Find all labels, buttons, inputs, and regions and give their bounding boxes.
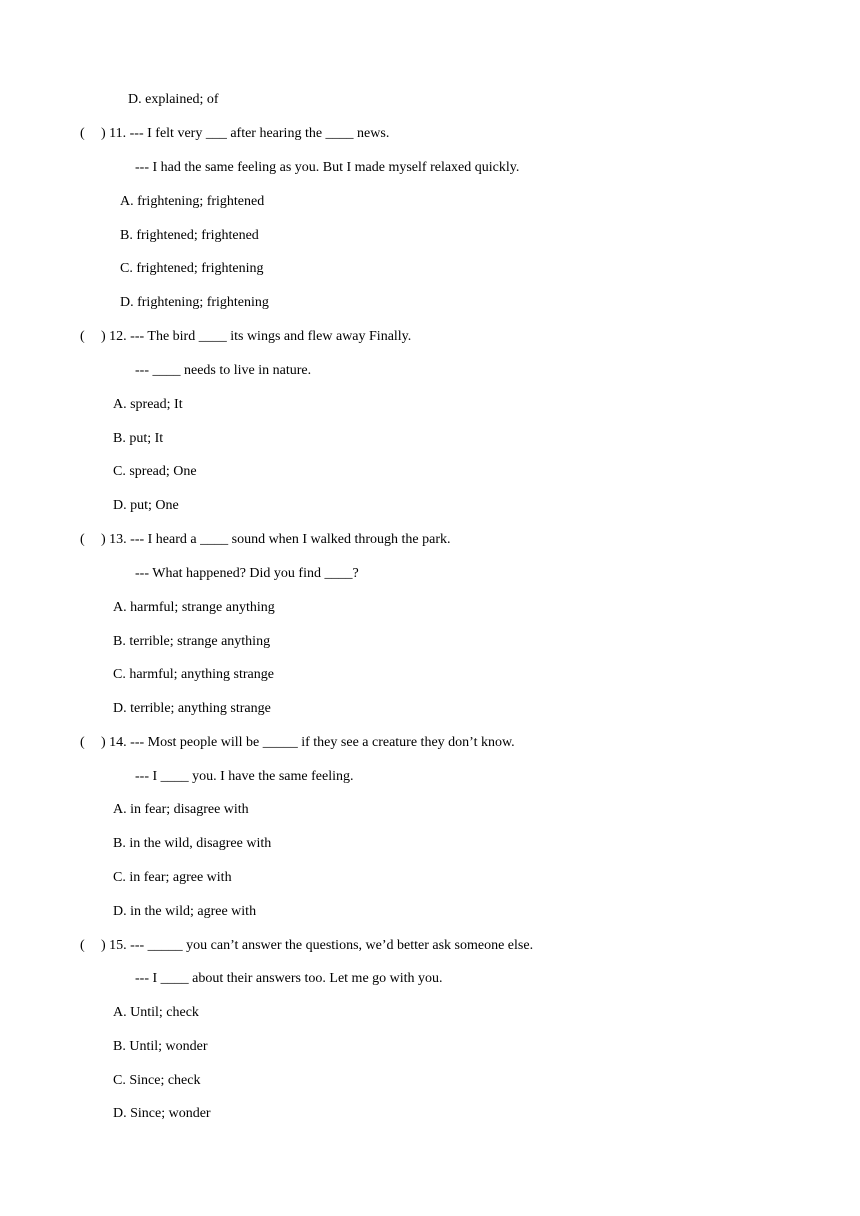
option-c: C. frightened; frightening — [120, 261, 264, 276]
question-stem: ) 11. --- I felt very ___ after hearing the ____ news. — [101, 126, 390, 141]
option-b: B. frightened; frightened — [120, 228, 259, 243]
answer-blank[interactable]: ( — [80, 735, 85, 750]
question-stem: ) 15. --- _____ you can’t answer the questions, we’d better ask someone else. — [101, 938, 534, 953]
question-stem: ) 14. --- Most people will be _____ if they see a creature they don’t know. — [101, 735, 515, 750]
option-d: D. terrible; anything strange — [113, 701, 271, 716]
option-c: C. spread; One — [113, 464, 197, 479]
option-d: D. in the wild; agree with — [113, 904, 257, 919]
question-reply: --- ____ needs to live in nature. — [135, 363, 312, 378]
question-stem: ) 12. --- The bird ____ its wings and flew away Finally. — [101, 329, 412, 344]
option-a: A. harmful; strange anything — [113, 600, 275, 615]
question-14 — [80, 735, 515, 751]
question-reply: --- I ____ you. I have the same feeling. — [135, 769, 354, 784]
option-b: B. in the wild, disagree with — [113, 836, 272, 851]
option-b: B. put; It — [113, 431, 164, 446]
option-c: C. Since; check — [113, 1073, 201, 1088]
question-reply: --- What happened? Did you find ____? — [135, 566, 359, 581]
option-a: A. in fear; disagree with — [113, 802, 249, 817]
option-b: B. terrible; strange anything — [113, 634, 271, 649]
option-d-previous: D. explained; of — [128, 92, 219, 107]
answer-blank[interactable]: ( — [80, 329, 85, 344]
option-c: C. in fear; agree with — [113, 870, 232, 885]
option-d: D. frightening; frightening — [120, 295, 269, 310]
question-reply: --- I ____ about their answers too. Let me go with you. — [135, 971, 443, 986]
option-c: C. harmful; anything strange — [113, 667, 274, 682]
question-13 — [80, 532, 451, 548]
answer-blank[interactable]: ( — [80, 532, 85, 547]
question-reply: --- I had the same feeling as you. But I made myself relaxed quickly. — [135, 160, 520, 175]
option-a: A. spread; It — [113, 397, 183, 412]
answer-blank[interactable]: ( — [80, 126, 85, 141]
question-stem: ) 13. --- I heard a ____ sound when I walked through the park. — [101, 532, 451, 547]
option-d: D. Since; wonder — [113, 1106, 211, 1121]
option-b: B. Until; wonder — [113, 1039, 208, 1054]
option-a: A. frightening; frightened — [120, 194, 265, 209]
option-a: A. Until; check — [113, 1005, 199, 1020]
question-15 — [80, 938, 533, 954]
question-12 — [80, 329, 411, 345]
answer-blank[interactable]: ( — [80, 938, 85, 953]
question-11 — [80, 126, 389, 142]
option-d: D. put; One — [113, 498, 179, 513]
